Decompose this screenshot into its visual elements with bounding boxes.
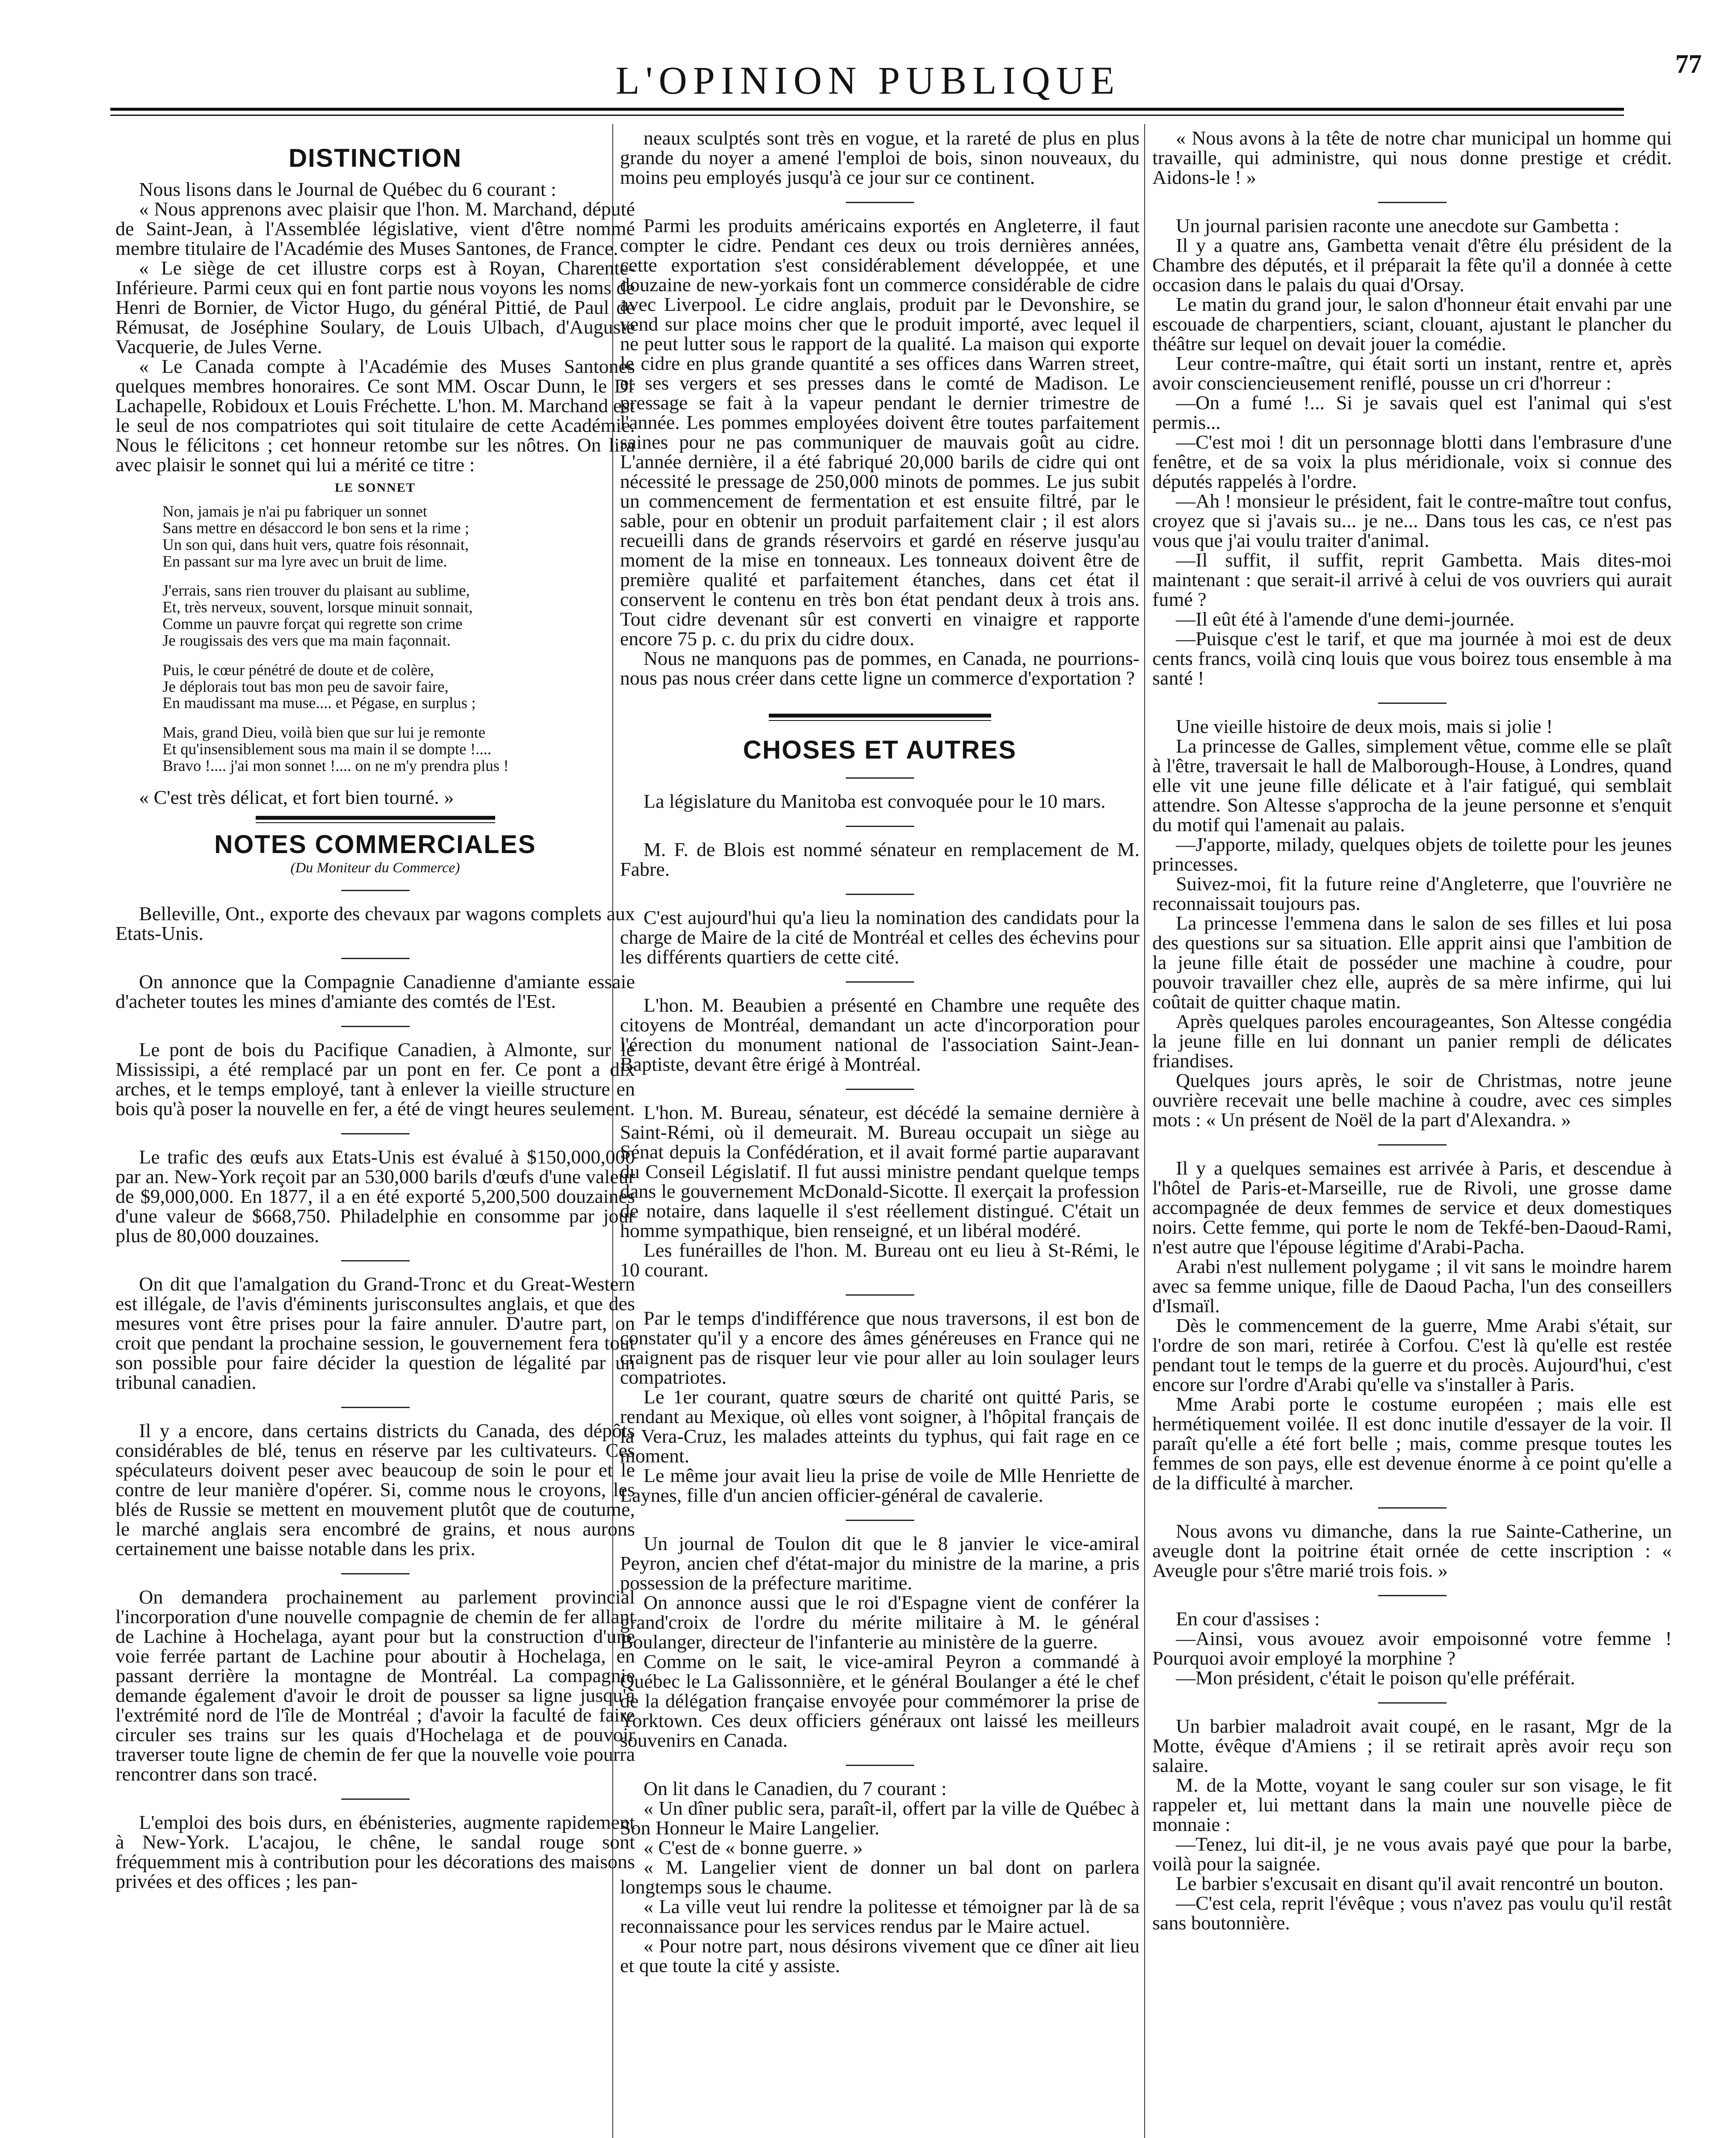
news-item: On annonce que la Compagnie Canadienne d'amiante essaie d'acheter toutes les mines d'amiante des comtés de l'Est. bbox=[115, 970, 635, 1012]
short-rule bbox=[341, 1573, 410, 1574]
paragraph: Mme Arabi porte le costume européen ; mais elle est hermétiquement voilée. Il est donc inutile d'essayer de la voir. Il paraît qu'elle a été fort belle ; mais, comme presque toutes les femmes de son pays, elle est devenue énorme à ce point qu'elle a de la difficulté à marcher. bbox=[1152, 1393, 1672, 1494]
anecdotes-article bbox=[1152, 128, 1672, 1933]
news-item: Il y a encore, dans certains districts du Canada, des dépôts considérables de blé, tenus en réserve par les cultivateurs. Ces spéculateurs doivent peser avec beaucoup de soin le pour et le contre de leur manière d'opérer. Si, comme nous le croyons, les blés de Russie se mettent en mouvement plutôt que de coutume, le marché anglais sera encombré de grains, et nous aurons certainement une baisse notable dans les prix. bbox=[115, 1419, 635, 1559]
sonnet-stanza bbox=[162, 583, 635, 649]
short-rule bbox=[341, 890, 410, 891]
sonnet-line: Un son qui, dans huit vers, quatre fois résonnait, bbox=[162, 536, 469, 554]
sonnet-line: Comme un pauvre forçat qui regrette son crime bbox=[162, 615, 463, 633]
sonnet-line: Mais, grand Dieu, voilà bien que sur lui je remonte bbox=[162, 724, 486, 742]
paragraph: Il y a quelques semaines est arrivée à Paris, et descendue à l'hôtel de Paris-et-Marseille, rue de Rivoli, une grosse dame accompagnée de deux femmes de service et deux domestiques noirs. Cette femme, qui porte le nom de Tekfé-ben-Daoud-Rami, n'est autre que l'épouse légitime d'Arabi-Pacha. bbox=[1152, 1157, 1672, 1258]
sonnet-line: Puis, le cœur pénétré de doute et de colère, bbox=[162, 661, 434, 679]
sonnet-line: Je rougissais des vers que ma main façonnait. bbox=[162, 632, 451, 650]
short-rule bbox=[341, 958, 410, 959]
short-rule bbox=[341, 1133, 410, 1134]
paragraph: Suivez-moi, fit la future reine d'Angleterre, que l'ouvrière ne reconnaissait toujours pas. bbox=[1152, 873, 1672, 914]
sonnet-title: LE SONNET bbox=[335, 481, 416, 495]
news-item: M. F. de Blois est nommé sénateur en remplacement de M. Fabre. bbox=[620, 839, 1140, 880]
sonnet-line: En maudissant ma muse.... et Pégase, en surplus ; bbox=[162, 694, 476, 712]
news-item: « C'est de « bonne guerre. » bbox=[644, 1837, 863, 1858]
news-item: « Un dîner public sera, paraît-il, offert par la ville de Québec à Son Honneur le Maire Langelier. bbox=[620, 1797, 1140, 1839]
short-rule bbox=[846, 981, 914, 983]
short-rule bbox=[341, 1026, 410, 1027]
news-item: On dit que l'amalgation du Grand-Tronc et du Great-Western est illégale, de l'avis d'éminents jurisconsultes anglais, et que des mesures vont être prises pour la faire annuler. D'autre part, on croit que pendant la prochaine session, le gouvernement fera tout son possible pour faire décider la question de légalité par un tribunal canadien. bbox=[115, 1273, 635, 1393]
paragraph: « Nous apprenons avec plaisir que l'hon. M. Marchand, député de Saint-Jean, à l'Assemblée législative, vient d'être nommé membre titulaire de l'Académie des Muses Santones, de France. bbox=[115, 198, 635, 259]
short-rule bbox=[846, 894, 914, 895]
short-rule bbox=[846, 826, 914, 827]
paragraph: Quelques jours après, le soir de Christmas, notre jeune ouvrière recevait une belle machine à coudre, avec ces simples mots : « Un présent de Noël de la part d'Alexandra. » bbox=[1152, 1069, 1672, 1131]
sonnet-stanza bbox=[162, 662, 635, 712]
paragraph: Il y a quatre ans, Gambetta venait d'être élu président de la Chambre des députés, et il préparait la fête qu'il a donnée à cette occasion dans le palais du quai d'Orsay. bbox=[1152, 234, 1672, 295]
cidre-article bbox=[620, 128, 1140, 688]
news-item: Belleville, Ont., exporte des chevaux par wagons complets aux Etats-Unis. bbox=[115, 902, 635, 944]
sonnet-stanza bbox=[162, 504, 635, 570]
column-2 bbox=[620, 128, 1140, 1976]
paragraph: —Tenez, lui dit-il, je ne vous avais payé que pour la barbe, voilà pour la saignée. bbox=[1152, 1833, 1672, 1875]
news-item: Comme on le sait, le vice-amiral Peyron a commandé à Québec le La Galissonnière, et le général Boulanger a été le chef de la délégation française envoyée pour commémorer la prise de Yorktown. Ces deux officiers généraux ont laissé les meilleurs souvenirs en Canada. bbox=[620, 1651, 1140, 1751]
short-rule bbox=[341, 1260, 410, 1261]
paragraph: M. de la Motte, voyant le sang couler sur son visage, le fit rappeler et, lui mettant dans la main une nouvelle pièce de monnaie : bbox=[1152, 1774, 1672, 1835]
paragraph: La princesse de Galles, simplement vêtue, comme elle se plaît à l'être, traversait le hall de Malborough-House, à Londres, quand elle vit une jeune fille délicate et à l'air fatigué, qui semblait attendre. Son Altesse s'approcha de la jeune personne et s'enquit du motif qui l'amenait au palais. bbox=[1152, 735, 1672, 836]
paragraph: Nous ne manquons pas de pommes, en Canada, ne pourrions-nous pas nous créer dans cette ligne un commerce d'exportation ? bbox=[620, 647, 1140, 689]
column-3 bbox=[1152, 128, 1672, 1933]
masthead-rule bbox=[110, 108, 1624, 111]
news-item: L'hon. M. Beaubien a présenté en Chambre une requête des citoyens de Montréal, demandant un acte d'incorporation pour l'érection du monument national de l'association Saint-Jean-Baptiste, devant être érigé à Montréal. bbox=[620, 994, 1140, 1075]
sonnet-line: Je déplorais tout bas mon peu de savoir faire, bbox=[162, 678, 449, 696]
sonnet-line: Et qu'insensiblement sous ma main il se dompte !.... bbox=[162, 741, 492, 759]
paragraph: —Il eût été à l'amende d'une demi-journée. bbox=[1176, 608, 1515, 630]
page-number: 77 bbox=[1675, 50, 1702, 79]
notes-heading: NOTES COMMERCIALES bbox=[214, 830, 536, 859]
news-item: « La ville veut lui rendre la politesse et témoigner par là de sa reconnaissance pour les services rendus par le Maire actuel. bbox=[620, 1896, 1140, 1937]
news-item: Le 1er courant, quatre sœurs de charité ont quitté Paris, se rendant au Mexique, où elles vont soigner, à l'hôpital français de la Vera-Cruz, les malades atteints du typhus, qui fait rage en ce moment. bbox=[620, 1386, 1140, 1467]
sonnet-line: Et, très nerveux, souvent, lorsque minuit sonnait, bbox=[162, 599, 473, 617]
news-item: La législature du Manitoba est convoquée pour le 10 mars. bbox=[644, 790, 1106, 812]
notes-source: (Du Moniteur du Commerce) bbox=[290, 859, 460, 876]
news-item: Les funérailles de l'hon. M. Bureau ont eu lieu à St-Rémi, le 10 courant. bbox=[620, 1239, 1140, 1281]
short-rule bbox=[341, 1407, 410, 1408]
sonnet-line: J'errais, sans rien trouver du plaisant au sublime, bbox=[162, 582, 470, 600]
short-rule bbox=[846, 1520, 914, 1521]
paragraph: Nous avons vu dimanche, dans la rue Sainte-Catherine, un aveugle dont la poitrine était ornée de cette inscription : « Aveugle pour s'être marié trois fois. » bbox=[1152, 1520, 1672, 1581]
column-1 bbox=[115, 128, 635, 1891]
sonnet-line: Bravo !.... j'ai mon sonnet !.... on ne m'y prendra plus ! bbox=[162, 757, 509, 775]
news-item: Le trafic des œufs aux Etats-Unis est évalué à $150,000,000 par an. New-York reçoit par an 530,000 barils d'œufs d'une valeur de $9,000,000. En 1877, il a en été exporté 5,200,500 douzaines d'une valeur de $668,750. Philadelphie en consomme par jour plus de 80,000 douzaines. bbox=[115, 1146, 635, 1246]
news-item: L'hon. M. Bureau, sénateur, est décédé la semaine dernière à Saint-Rémi, où il demeurait. M. Bureau occupait un siège au Sénat depuis la Confédération, et il avait formé partie auparavant du Conseil Législatif. Il fut aussi ministre pendant quelque temps dans le gouvernement McDonald-Sicotte. Il exerçait la profession de notaire, dans laquelle il s'est réellement distingué. C'était un homme sympathique, bien renseigné, et un libéral modéré. bbox=[620, 1101, 1140, 1241]
choses-heading: CHOSES ET AUTRES bbox=[743, 735, 1017, 764]
short-rule bbox=[1378, 1507, 1447, 1509]
news-item: « M. Langelier vient de donner un bal dont on parlera longtemps sous le chaume. bbox=[620, 1856, 1140, 1898]
distinction-closing: « C'est très délicat, et fort bien tourné. » bbox=[139, 786, 454, 808]
paragraph: Un barbier maladroit avait coupé, en le rasant, Mgr de la Motte, évêque d'Amiens ; il se retirait après avoir reçu son salaire. bbox=[1152, 1715, 1672, 1776]
short-rule bbox=[1378, 202, 1447, 203]
paragraph: —On a fumé !... Si je savais quel est l'animal qui s'est permis... bbox=[1152, 392, 1672, 433]
sonnet-line: En passant sur ma lyre avec un bruit de lime. bbox=[162, 552, 447, 570]
masthead-rule-thin bbox=[110, 115, 1624, 116]
short-rule bbox=[846, 1089, 914, 1090]
news-item: Un journal de Toulon dit que le 8 janvier le vice-amiral Peyron, ancien chef d'état-major du ministre de la marine, a pris possession de la préfecture maritime. bbox=[620, 1533, 1140, 1594]
news-item: Le pont de bois du Pacifique Canadien, à Almonte, sur le Mississipi, a été remplacé par un pont en fer. Ce pont a dix arches, et le temps employé, tant à enlever la vieille structure en bois qu'à poser la nouvelle en fer, a été de vingt heures seulement. bbox=[115, 1038, 635, 1119]
sonnet-line: Sans mettre en désaccord le bon sens et la rime ; bbox=[162, 519, 469, 537]
news-item: On lit dans le Canadien, du 7 courant : bbox=[644, 1778, 947, 1799]
paragraph: En cour d'assises : bbox=[1176, 1608, 1320, 1630]
short-rule bbox=[1378, 1595, 1447, 1596]
paragraph: « Nous avons à la tête de notre char municipal un homme qui travaille, qui administre, qui nous donne prestige et crédit. Aidons-le ! » bbox=[1152, 127, 1672, 188]
distinction-heading: DISTINCTION bbox=[288, 144, 462, 172]
section-rule bbox=[256, 816, 495, 820]
column-divider bbox=[1144, 124, 1145, 2138]
paragraph: Leur contre-maître, qui était sorti un instant, rentre et, après avoir consciencieusement reniflé, pousse un cri d'horreur : bbox=[1152, 352, 1672, 394]
short-rule bbox=[1378, 1702, 1447, 1704]
paragraph: —Ainsi, vous avouez avoir empoisonné votre femme ! Pourquoi avoir employé la morphine ? bbox=[1152, 1627, 1672, 1669]
paragraph: Une vieille histoire de deux mois, mais si jolie ! bbox=[1176, 715, 1553, 737]
section-rule bbox=[769, 714, 991, 718]
short-rule bbox=[846, 1765, 914, 1766]
paragraph: —C'est cela, reprit l'évêque ; vous n'avez pas voulu qu'il restât sans boutonnière. bbox=[1152, 1892, 1672, 1934]
paragraph: Arabi n'est nullement polygame ; il vit sans le moindre harem avec sa femme unique, fille de Daoud Pacha, l'un des conseillers d'Ismaïl. bbox=[1152, 1255, 1672, 1317]
short-rule bbox=[846, 777, 914, 779]
paragraph: —C'est moi ! dit un personnage blotti dans l'embrasure d'une fenêtre, et de sa voix la plus méridionale, voix si connue des députés rappelés à l'ordre. bbox=[1152, 431, 1672, 492]
sonnet-line: Non, jamais je n'ai pu fabriquer un sonnet bbox=[162, 503, 428, 520]
short-rule bbox=[846, 202, 914, 203]
paragraph: Après quelques paroles encourageantes, Son Altesse congédia la jeune fille en lui donnant un panier rempli de délicates friandises. bbox=[1152, 1010, 1672, 1072]
news-item: « Pour notre part, nous désirons vivement que ce dîner ait lieu et que toute la cité y assiste. bbox=[620, 1935, 1140, 1976]
sonnet-stanza bbox=[162, 725, 635, 775]
short-rule bbox=[846, 1294, 914, 1296]
news-item: C'est aujourd'hui qu'a lieu la nomination des candidats pour la charge de Maire de la cité de Montréal et celles des échevins pour les différents quartiers de cette cité. bbox=[620, 907, 1140, 968]
paragraph: —Ah ! monsieur le président, fait le contre-maître tout confus, croyez que si j'avais su... je ne... Dans tous les cas, ce n'est pas vous que j'ai voulu traiter d'animal. bbox=[1152, 490, 1672, 551]
news-item: On annonce aussi que le roi d'Espagne vient de conférer la grand'croix de l'ordre du mérite militaire à M. le général Boulanger, directeur de l'infanterie au ministère de la guerre. bbox=[620, 1592, 1140, 1653]
distinction-article bbox=[115, 180, 635, 475]
section-rule-thin bbox=[256, 822, 495, 823]
short-rule bbox=[341, 1798, 410, 1800]
paragraph: Parmi les produits américains exportés en Angleterre, il faut compter le cidre. Pendant ces deux ou trois dernières années, cette exportation s'est considérablement développée, et une douzaine de new-yorkais font un commerce considérable de cidre avec Liverpool. Le cidre anglais, produit par le Devonshire, se vend sur place moins cher que le produit importé, avec lequel il ne peut lutter sous le rapport de la qualité. La maison qui exporte le cidre en plus grande quantité a ses offices dans Warren street, et ses vergers et ses presses dans le comté de Madison. Le pressage se fait à la vapeur pendant le dernier trimestre de l'année. Les pommes employées doivent être toutes parfaitement saines pour ne pas communiquer de mauvais goût au cidre. L'année dernière, il a été fabriqué 20,000 barils de cidre qui ont nécessité le pressage de 250,000 minots de pommes. Le jus subit un commencement de fermentation et est ensuite filtré, par le sable, pour en obtenir un produit parfaitement clair ; il est alors recueilli dans de grands réservoirs et gardé en réserve jusqu'au moment de la mise en tonneaux. Les tonneaux doivent être de première qualité et parfaitement étanches, dans cet état il conservent le contenu en très bon état pendant deux à trois ans. Tout cidre devenant sûr est converti en vinaigre et rapporte encore 75 p. c. du prix du cidre doux. bbox=[620, 215, 1140, 650]
paragraph: « Le siège de cet illustre corps est à Royan, Charente-Inférieure. Parmi ceux qui en font partie nous voyons les noms de Henri de Bornier, de Victor Hugo, du général Pittié, de Paul de Rémusat, de Joséphine Soulary, de Louis Ulbach, d'Auguste Vacquerie, de Jules Verne. bbox=[115, 257, 635, 357]
masthead-title: L'OPINION PUBLIQUE bbox=[615, 59, 1121, 102]
paragraph: La princesse l'emmena dans le salon de ses filles et lui posa des questions sur sa situation. Elle apprit ainsi que l'ambition de la jeune fille était de posséder une machine à coudre, pour pouvoir travailler chez elle, auprès de sa mère infirme, qui lui coûtait de quitter chaque matin. bbox=[1152, 912, 1672, 1013]
paragraph: —Mon président, c'était le poison qu'elle préférait. bbox=[1176, 1667, 1575, 1689]
paragraph: neaux sculptés sont très en vogue, et la rareté de plus en plus grande du noyer a amené l'emploi de bois, sinon nouveaux, du moins peu employés jusqu'à ce jour sur ce continent. bbox=[620, 127, 1140, 188]
news-item: L'emploi des bois durs, en ébénisteries, augmente rapidement à New-York. L'acajou, le chêne, le sandal rouge sont fréquemment mis à contribution pour les décorations des maisons privées et des offices ; les pan- bbox=[115, 1811, 635, 1892]
short-rule bbox=[1378, 1144, 1447, 1146]
news-item: Par le temps d'indifférence que nous traversons, il est bon de constater qu'il y a encore des âmes généreuses en France qui ne craignent pas de risquer leur vie pour aller au loin soulager leurs compatriotes. bbox=[620, 1307, 1140, 1388]
short-rule bbox=[1378, 703, 1447, 704]
news-item: On demandera prochainement au parlement provincial l'incorporation d'une nouvelle compagnie de chemin de fer allant de Lachine à Hochelaga, ayant pour but la construction d'une voie ferrée partant de Lachine pour aboutir à Hochelaga, en passant derrière la montagne de Montréal. La compagnie demande également d'avoir le droit de pousser sa ligne jusqu'à l'extrémité nord de l'île de Montréal ; d'avoir la faculté de faire circuler ses trains sur les quais d'Hochelaga et de pouvoir traverser toute ligne de chemin de fer que la nouvelle voie pourra rencontrer dans son tracé. bbox=[115, 1586, 635, 1785]
section-rule-thin bbox=[769, 720, 991, 721]
paragraph: —J'apporte, milady, quelques objets de toilette pour les jeunes princesses. bbox=[1152, 833, 1672, 875]
choses-article bbox=[620, 791, 1140, 1976]
paragraph: Dès le commencement de la guerre, Mme Arabi s'était, sur l'ordre de son mari, retirée à Corfou. C'est là qu'elle est restée pendant tout le temps de la guerre et du procès. Aujourd'hui, c'est encore sur l'ordre d'Arabi qu'elle va s'installer à Paris. bbox=[1152, 1314, 1672, 1395]
sonnet-poem bbox=[162, 504, 635, 775]
paragraph: Un journal parisien raconte une anecdote sur Gambetta : bbox=[1176, 215, 1620, 236]
paragraph: « Le Canada compte à l'Académie des Muses Santones quelques membres honoraires. Ce sont MM. Oscar Dunn, le Dr Lachapelle, Robidoux et Louis Fréchette. L'hon. M. Marchand est le seul de nos compatriotes qui soit titulaire de cette Académie. Nous le félicitons ; cet honneur retombe sur les nôtres. On lira avec plaisir le sonnet qui lui a mérité ce titre : bbox=[115, 355, 635, 475]
news-item: Le même jour avait lieu la prise de voile de Mlle Henriette de Laynes, fille d'un ancien officier-général de cavalerie. bbox=[620, 1465, 1140, 1506]
notes-article bbox=[115, 904, 635, 1891]
paragraph: Le matin du grand jour, le salon d'honneur était envahi par une escouade de charpentiers, sciant, clouant, ajustant le plancher du théâtre sur lequel on devait jouer la comédie. bbox=[1152, 293, 1672, 354]
paragraph: —Il suffit, il suffit, reprit Gambetta. Mais dites-moi maintenant : que serait-il arrivé à celui de vos ouvriers qui aurait fumé ? bbox=[1152, 549, 1672, 610]
paragraph: —Puisque c'est le tarif, et que ma journée à moi est de deux cents francs, voilà cinq louis que vous boirez tous ensemble à ma santé ! bbox=[1152, 628, 1672, 689]
paragraph: Nous lisons dans le Journal de Québec du 6 courant : bbox=[139, 178, 557, 200]
paragraph: Le barbier s'excusait en disant qu'il avait rencontré un bouton. bbox=[1176, 1872, 1664, 1894]
